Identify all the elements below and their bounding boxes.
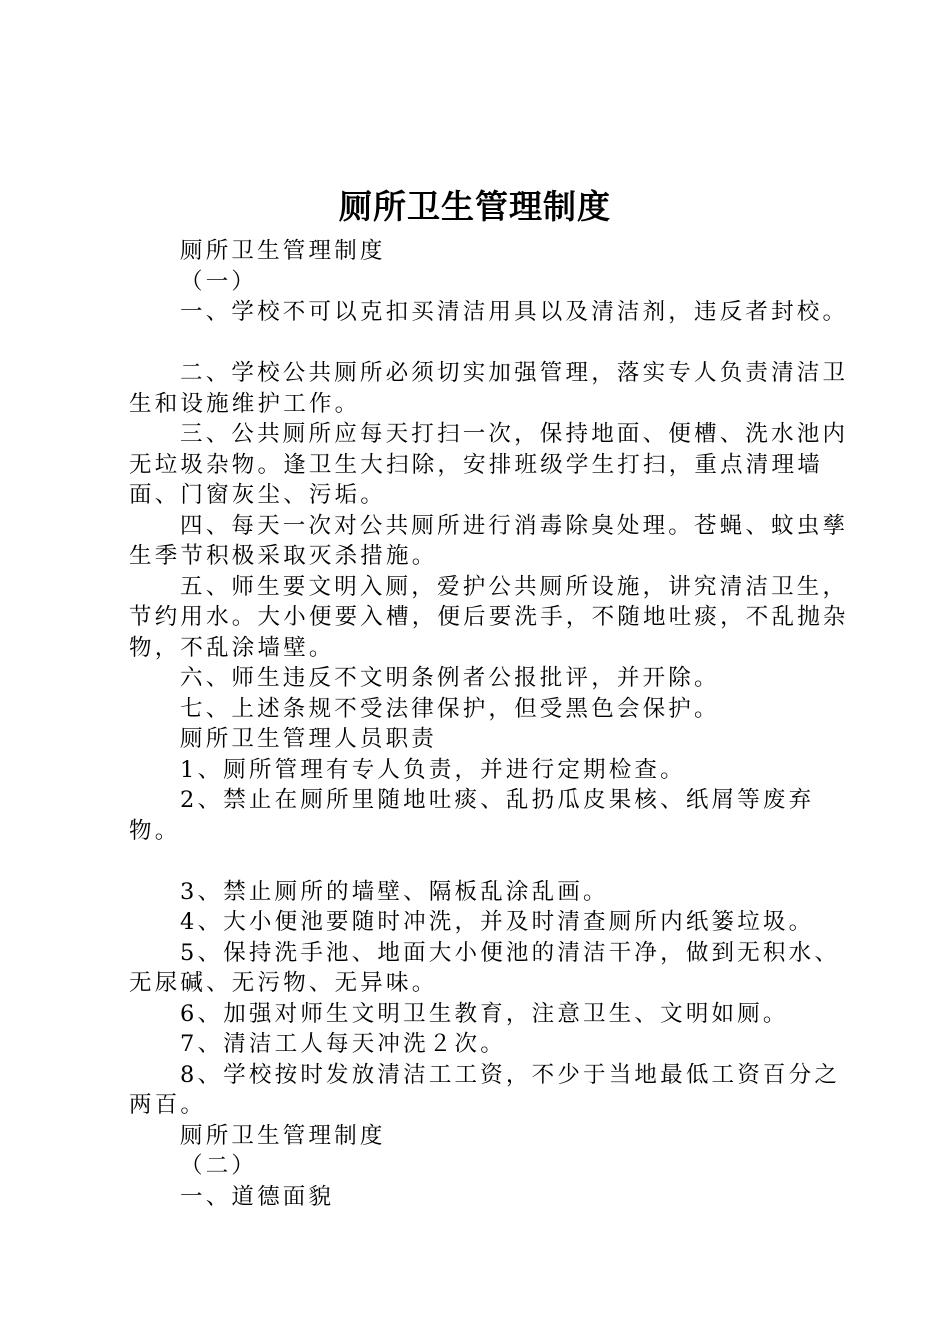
paragraph-rule-3: 三、公共厕所应每天打扫一次，保持地面、便槽、洗水池内无垃圾杂物。逢卫生大扫除，安排班级学生打扫，重点清理墙面、门窗灰尘、污垢。 <box>129 421 849 508</box>
paragraph-moral-heading: 一、道德面貌 <box>180 1183 335 1210</box>
paragraph-subtitle: 厕所卫生管理制度 <box>180 238 386 264</box>
paragraph-duty-5: 5、保持洗手池、地面大小便池的清洁干净，做到无积水、无尿碱、无污物、无异味。 <box>129 939 841 996</box>
paragraph-rule-6: 六、师生违反不文明条例者公报批评，并开除。 <box>180 665 720 691</box>
paragraph-rule-2: 二、学校公共厕所必须切实加强管理，落实专人负责清洁卫生和设施维护工作。 <box>129 360 849 417</box>
paragraph-rule-7: 七、上述条规不受法律保护，但受黑色会保护。 <box>180 695 720 722</box>
blank-line <box>129 328 849 359</box>
paragraph-rule-4: 四、每天一次对公共厕所进行消毒除臭处理。苍蝇、蚊虫孳生季节积极采取灭杀措施。 <box>129 512 849 569</box>
paragraph-duty-7: 7、清洁工人每天冲洗２次。 <box>180 1031 506 1057</box>
paragraph-duty-4: 4、大小便池要随时冲洗，并及时清查厕所内纸篓垃圾。 <box>180 909 815 935</box>
paragraph-rule-1: 一、学校不可以克扣买清洁用具以及清洁剂，违反者封校。 <box>180 299 849 325</box>
document-title: 厕所卫生管理制度 <box>339 187 611 226</box>
blank-line <box>129 846 849 877</box>
paragraph-duties-heading: 厕所卫生管理人员职责 <box>180 726 438 752</box>
paragraph-duty-1: 1、厕所管理有专人负责，并进行定期检查。 <box>180 756 686 783</box>
paragraph-duty-2: 2、禁止在厕所里随地吐痰、乱扔瓜皮果核、纸屑等废弃物。 <box>129 787 815 844</box>
paragraph-duty-6: 6、加强对师生文明卫生教育，注意卫生、文明如厕。 <box>180 1000 789 1027</box>
document-body <box>129 236 849 1212</box>
paragraph-section-one: （一） <box>180 268 258 295</box>
paragraph-duty-8: 8、学校按时发放清洁工工资，不少于当地最低工资百分之两百。 <box>129 1061 841 1118</box>
paragraph-section-two: （二） <box>180 1153 258 1179</box>
paragraph-duty-3: 3、禁止厕所的墙壁、隔板乱涂乱画。 <box>180 878 609 905</box>
paragraph-subtitle-2: 厕所卫生管理制度 <box>180 1122 386 1149</box>
paragraph-rule-5: 五、师生要文明入厕，爱护公共厕所设施，讲究清洁卫生，节约用水。大小便要入槽，便后要洗手，不随地吐痰，不乱抛杂物，不乱涂墙壁。 <box>129 573 849 661</box>
